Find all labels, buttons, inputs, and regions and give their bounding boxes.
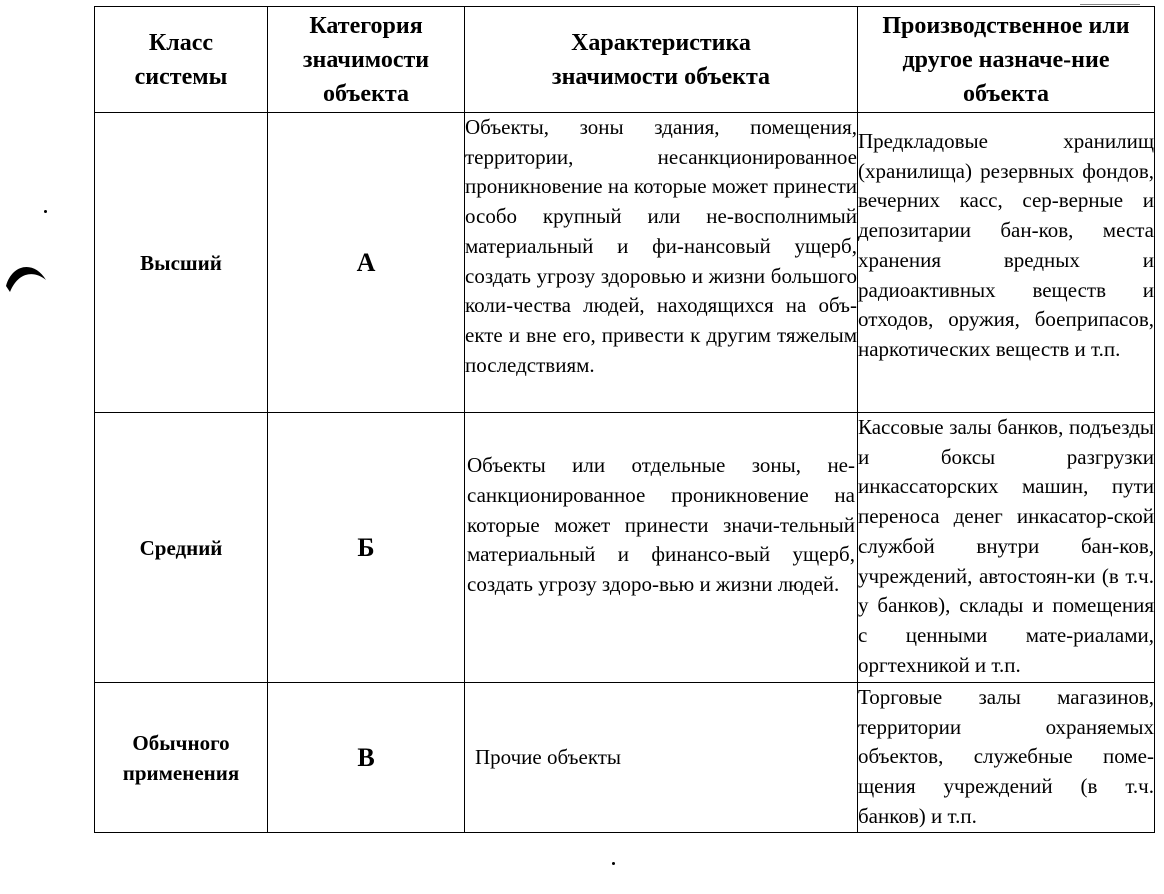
security-class-table <box>94 6 1155 833</box>
class-cell: Высший <box>95 113 268 413</box>
header-category: Категория значимости объекта <box>268 7 465 113</box>
characteristic-cell: Объекты или отдельные зоны, не-санкционированное проникновение на которые может принести значи-тельный материальный и финансо-вый ущерб, создать угрозу здоро-вью и жизни людей. <box>465 413 858 683</box>
table-row <box>95 113 1155 413</box>
characteristic-cell: Прочие объекты <box>465 683 858 833</box>
scan-speck <box>44 210 47 213</box>
page-edge-mark <box>1080 0 1140 5</box>
class-cell: Средний <box>95 413 268 683</box>
scan-speck <box>612 862 615 865</box>
characteristic-cell: Объекты, зоны здания, помещения, территории, несанкционированное проникновение на которые может принести особо крупный или не-восполнимый материальный и фи-нансовый ущерб, создать угрозу здоровью и жизни большого коли-чества людей, находящихся на объ-екте и вне его, привести к другим тяжелым последствиям. <box>465 113 858 413</box>
table-row <box>95 683 1155 833</box>
purpose-cell: Торговые залы магазинов, территории охраняемых объектов, служебные поме-щения учреждений (в т.ч. банков) и т.п. <box>858 683 1155 833</box>
table-row <box>95 413 1155 683</box>
purpose-cell: Кассовые залы банков, подъезды и боксы разгрузки инкассаторских машин, пути переноса денег инкасатор-ской службой внутри бан-ков, учреждений, автостоян-ки (в т.ч. у банков), склады и помещения с ценными мате-риалами, оргтехникой и т.п. <box>858 413 1155 683</box>
scan-artifact-crescent <box>4 256 48 296</box>
class-cell: Обычного применения <box>95 683 268 833</box>
purpose-cell: Предкладовые хранилищ (хранилища) резервных фондов, вечерних касс, сер-верные и депозитарии бан-ков, места хранения вредных и радиоактивных веществ и отходов, оружия, боеприпасов, наркотических веществ и т.п. <box>858 113 1155 413</box>
category-cell: Б <box>268 413 465 683</box>
header-purpose: Производственное или другое назначе-ние объекта <box>858 7 1155 113</box>
category-cell: А <box>268 113 465 413</box>
category-cell: В <box>268 683 465 833</box>
header-row <box>95 7 1155 113</box>
header-class: Класс системы <box>95 7 268 113</box>
header-characteristic: Характеристика значимости объекта <box>465 7 858 113</box>
